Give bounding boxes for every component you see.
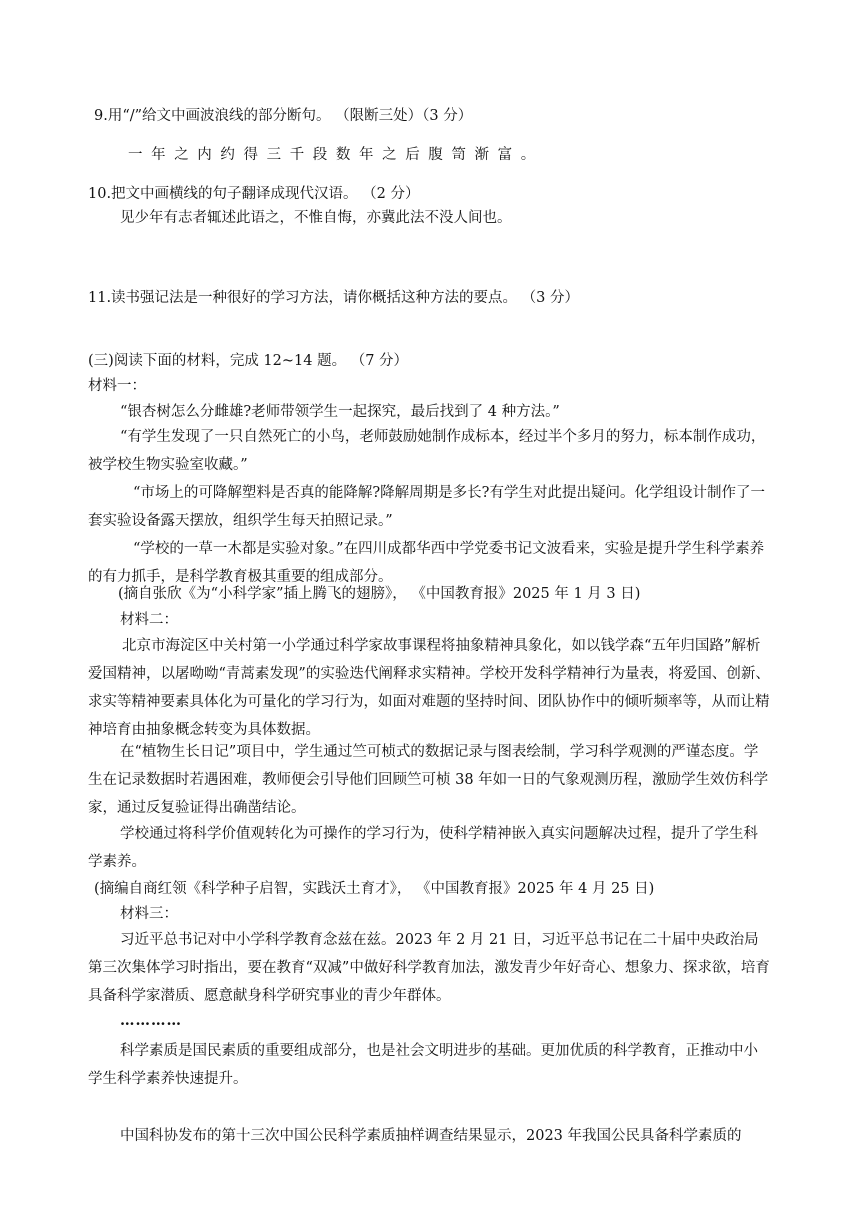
material-1-paragraph-2: “有学生发现了一只自然死亡的小鸟，老师鼓励她制作成标本，经过半个多月的努力，标本制作成功，被学校生物实验室收藏。” <box>88 429 766 473</box>
material-2-paragraph-3: 学校通过将科学价值观转化为可操作的学习行为，使科学精神嵌入真实问题解决过程，提升了学生科学素养。 <box>88 826 758 870</box>
section-3-heading: (三)阅读下面的材料，完成 12~14 题。 （7 分） <box>88 353 409 369</box>
question-11-prompt: 11.读书强记法是一种很好的学习方法，请你概括这种方法的要点。 （3 分） <box>88 290 580 306</box>
material-1-paragraph-4: “学校的一草一木都是实验对象。”在四川成都华西中学党委书记文波看来，实验是提升学生科学素养的有力抓手，是科学教育极其重要的组成部分。 <box>88 541 765 585</box>
material-2-paragraph-1: 北京市海淀区中关村第一小学通过科学家故事课程将抽象精神具象化，如以钱学森“五年归国路”解析爱国精神，以屠呦呦“青蒿素发现”的实验迭代阐释求实精神。学校开发科学精神行为量表，将爱国、创新、求实等精神要素具体化为可量化的学习行为，如面对难题的坚持时间、团队协作中的倾听频率等，从而让精神培育由抽象概念转变为具体数据。 <box>88 638 770 738</box>
ellipsis: ………… <box>120 1012 182 1029</box>
material-1-paragraph-3: “市场上的可降解塑料是否真的能降解?降解周期是多长?有学生对此提出疑问。化学组设计制作了一套实验设备露天摆放，组织学生每天拍照记录。” <box>88 485 765 529</box>
material-2-paragraph-2: 在“植物生长日记”项目中，学生通过竺可桢式的数据记录与图表绘制，学习科学观测的严谨态度。学生在记录数据时若遇困难，教师便会引导他们回顾竺可桢 38 年如一日的气象观测历程，激励学生效仿科学家，通过反复验证得出确凿结论。 <box>88 744 769 816</box>
material-2-label: 材料二： <box>120 612 178 628</box>
question-9-sentence: 一年之内约得三千段数年之后腹笥渐富。 <box>128 147 544 163</box>
material-1-label: 材料一： <box>88 378 146 394</box>
material-2-source: (摘编自商红领《科学种子启智，实践沃土育才》， 《中国教育报》2025 年 4 月 25 日) <box>94 881 655 897</box>
material-1-source: (摘自张欣《为“小科学家”插上腾飞的翅膀》， 《中国教育报》2025 年 1 月 3 日) <box>118 586 641 602</box>
material-3-label: 材料三： <box>120 906 178 922</box>
question-9-prompt: 9.用“/”给文中画波浪线的部分断句。 （限断三处）（3 分） <box>94 108 473 124</box>
material-3-paragraph-3: 中国科协发布的第十三次中国公民科学素质抽样调查结果显示，2023 年我国公民具备科学素质的 <box>120 1128 742 1144</box>
material-3-paragraph-2: 科学素质是国民素质的重要组成部分，也是社会文明进步的基础。更加优质的科学教育，正推动中小学生科学素养快速提升。 <box>88 1043 758 1087</box>
question-10-sentence: 见少年有志者辄述此语之，不惟自悔，亦冀此法不没人间也。 <box>120 210 512 226</box>
question-10-prompt: 10.把文中画横线的句子翻译成现代汉语。 （2 分） <box>88 186 420 202</box>
material-3-paragraph-1: 习近平总书记对中小学科学教育念兹在兹。2023 年 2 月 21 日，习近平总书记在二十届中央政治局第三次集体学习时指出，要在教育“双减”中做好科学教育加法，激发青少年好奇心、想象力、探求欲，培育具备科学家潜质、愿意献身科学研究事业的青少年群体。 <box>88 932 770 1004</box>
material-1-paragraph-1: “银杏树怎么分雌雄?老师带领学生一起探究，最后找到了 4 种方法。” <box>120 404 560 420</box>
